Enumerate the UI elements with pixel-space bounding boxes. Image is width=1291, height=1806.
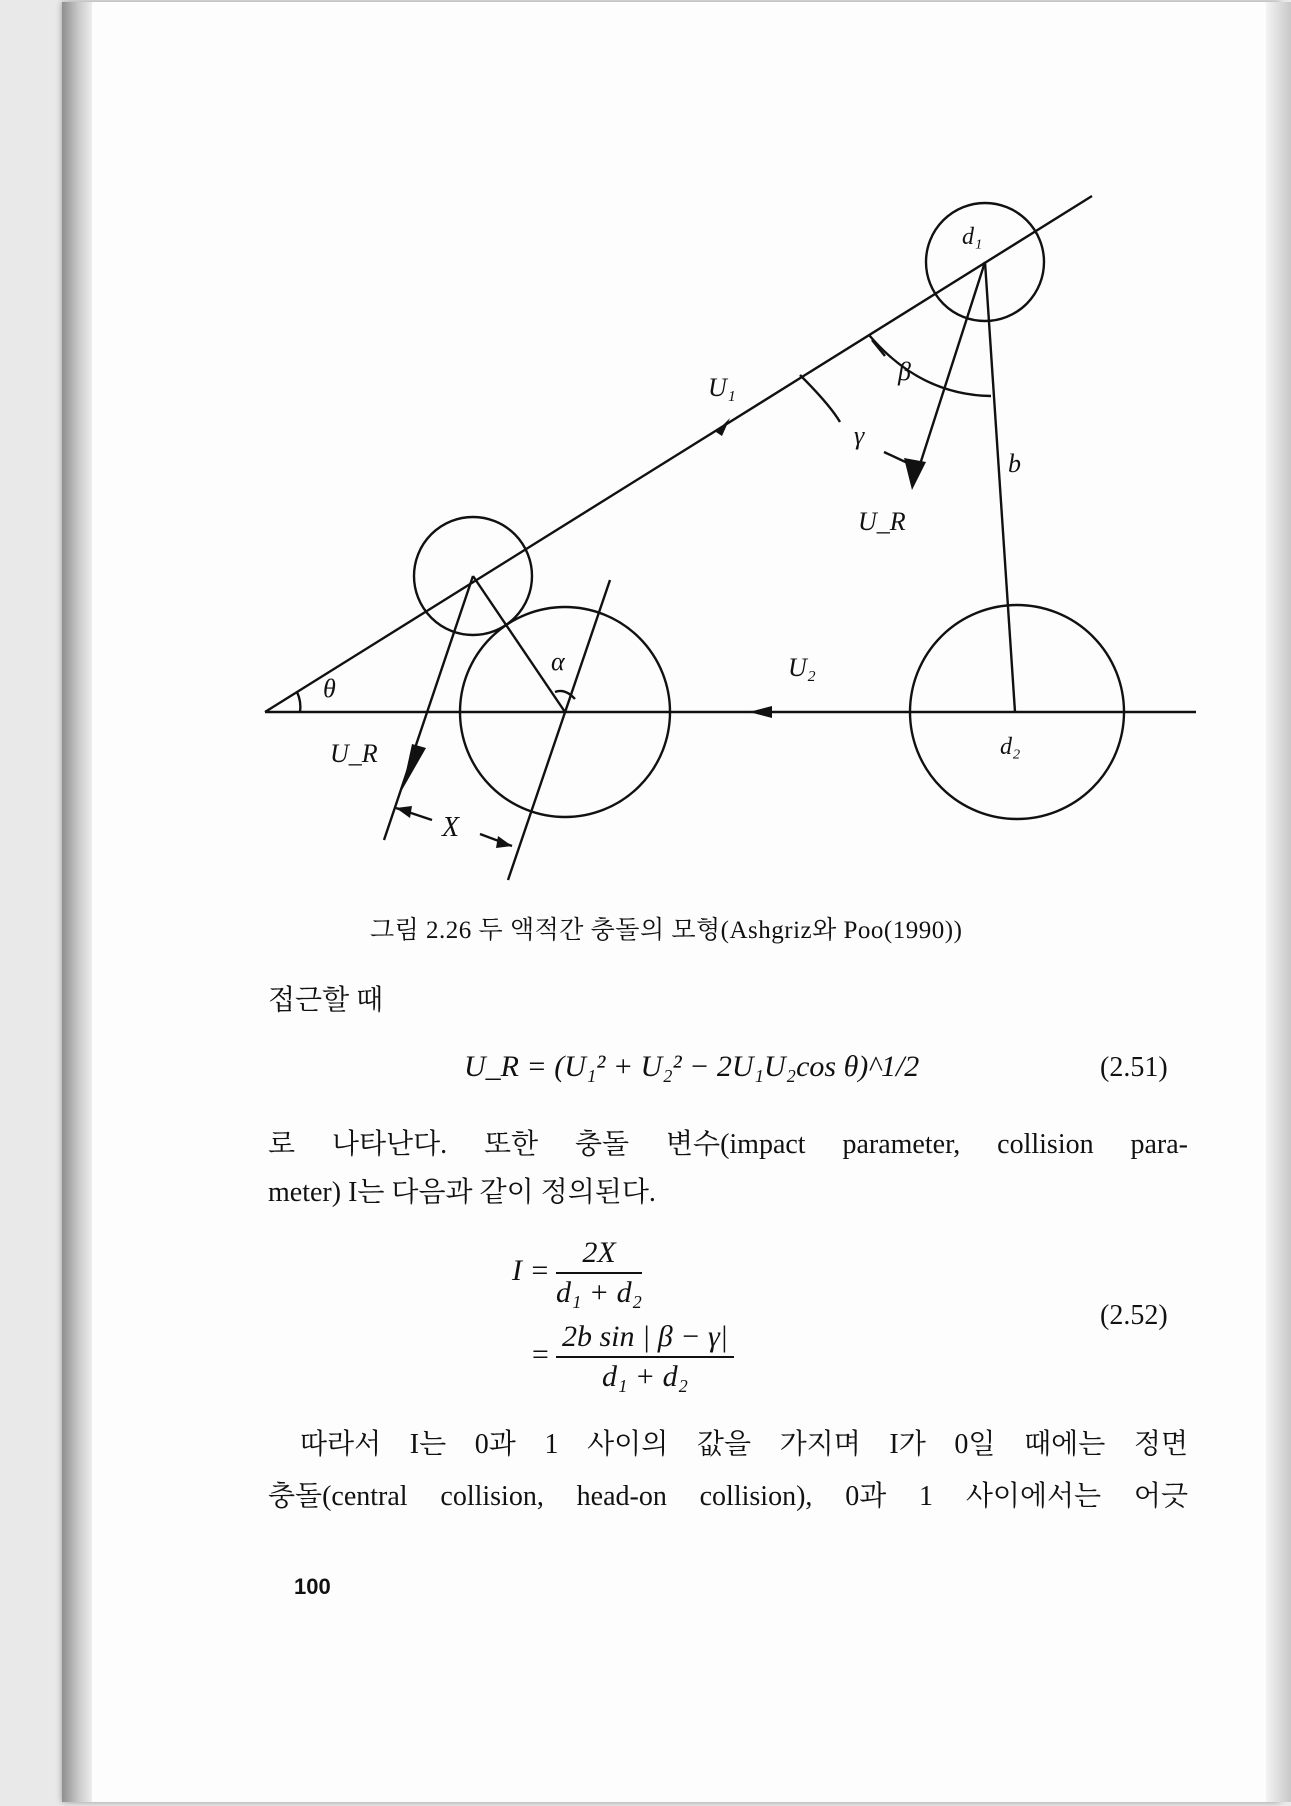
figure-caption: 그림 2.26 두 액적간 충돌의 모형(Ashgriz와 Poo(1990)) — [370, 917, 963, 944]
label-x: X — [442, 812, 460, 843]
label-beta: β — [898, 357, 911, 386]
ur-direction-top — [915, 262, 985, 480]
contact-radius-line — [473, 576, 565, 712]
ur-bottom-arrow — [402, 744, 426, 790]
label-alpha: α — [551, 647, 565, 676]
label-gamma: γ — [854, 421, 865, 450]
x-arrow-right — [496, 836, 512, 848]
body-line-1: 접근할 때 — [268, 985, 384, 1016]
theta-arc — [297, 692, 300, 712]
label-u2: U₂ — [788, 653, 816, 682]
label-b: b — [1008, 449, 1021, 478]
fraction-1-denominator: d₁ + d₂ — [556, 1276, 643, 1309]
label-theta: θ — [323, 674, 336, 703]
label-ur-top: U_R — [858, 507, 906, 536]
label-ur-bottom: U_R — [330, 739, 378, 768]
label-u1: U₁ — [708, 373, 736, 402]
equation-2-51: U_R = (U₁² + U₂² − 2U₁U₂cos θ)^1/2 — [464, 1050, 920, 1083]
x-arrow-left — [396, 806, 412, 818]
label-d1: d₁ — [962, 224, 983, 250]
u1-arrow — [716, 418, 730, 436]
paragraph-2-line-1: 따라서 I는 0과 1 사이의 값을 가지며 I가 0일 때에는 정면 — [300, 1429, 1188, 1460]
beta-arc — [869, 335, 991, 396]
paragraph-2-line-2: 충돌(central collision, head-on collision), 0과 1 사이에서는 어긋 — [268, 1481, 1188, 1512]
fraction-1-numerator: 2X — [556, 1236, 642, 1274]
page-number: 100 — [294, 1574, 331, 1599]
equation-2-52-fraction-2 — [556, 1320, 734, 1394]
label-d2: d₂ — [1000, 734, 1021, 760]
paragraph-1-line-2: meter) I는 다음과 같이 정의된다. — [268, 1177, 656, 1208]
equation-2-52-lhs: I = — [512, 1254, 550, 1287]
equation-2-52-fraction-1 — [556, 1236, 642, 1310]
u1-trajectory-line — [265, 196, 1092, 712]
equation-2-52-equals: = — [530, 1338, 551, 1371]
paragraph-1-line-1: 로 나타난다. 또한 충돌 변수(impact parameter, collision para- — [268, 1129, 1188, 1160]
parallel-line — [508, 580, 610, 880]
equation-number-2-51: (2.51) — [1100, 1052, 1168, 1083]
gamma-arc — [800, 375, 840, 422]
fraction-2-denominator: d₁ + d₂ — [601, 1360, 689, 1393]
b-line — [985, 262, 1015, 712]
fraction-2-numerator: 2b sin | β − γ| — [556, 1320, 734, 1358]
equation-number-2-52: (2.52) — [1100, 1300, 1168, 1331]
u2-arrow — [749, 706, 772, 718]
ur-top-arrow — [904, 458, 926, 490]
